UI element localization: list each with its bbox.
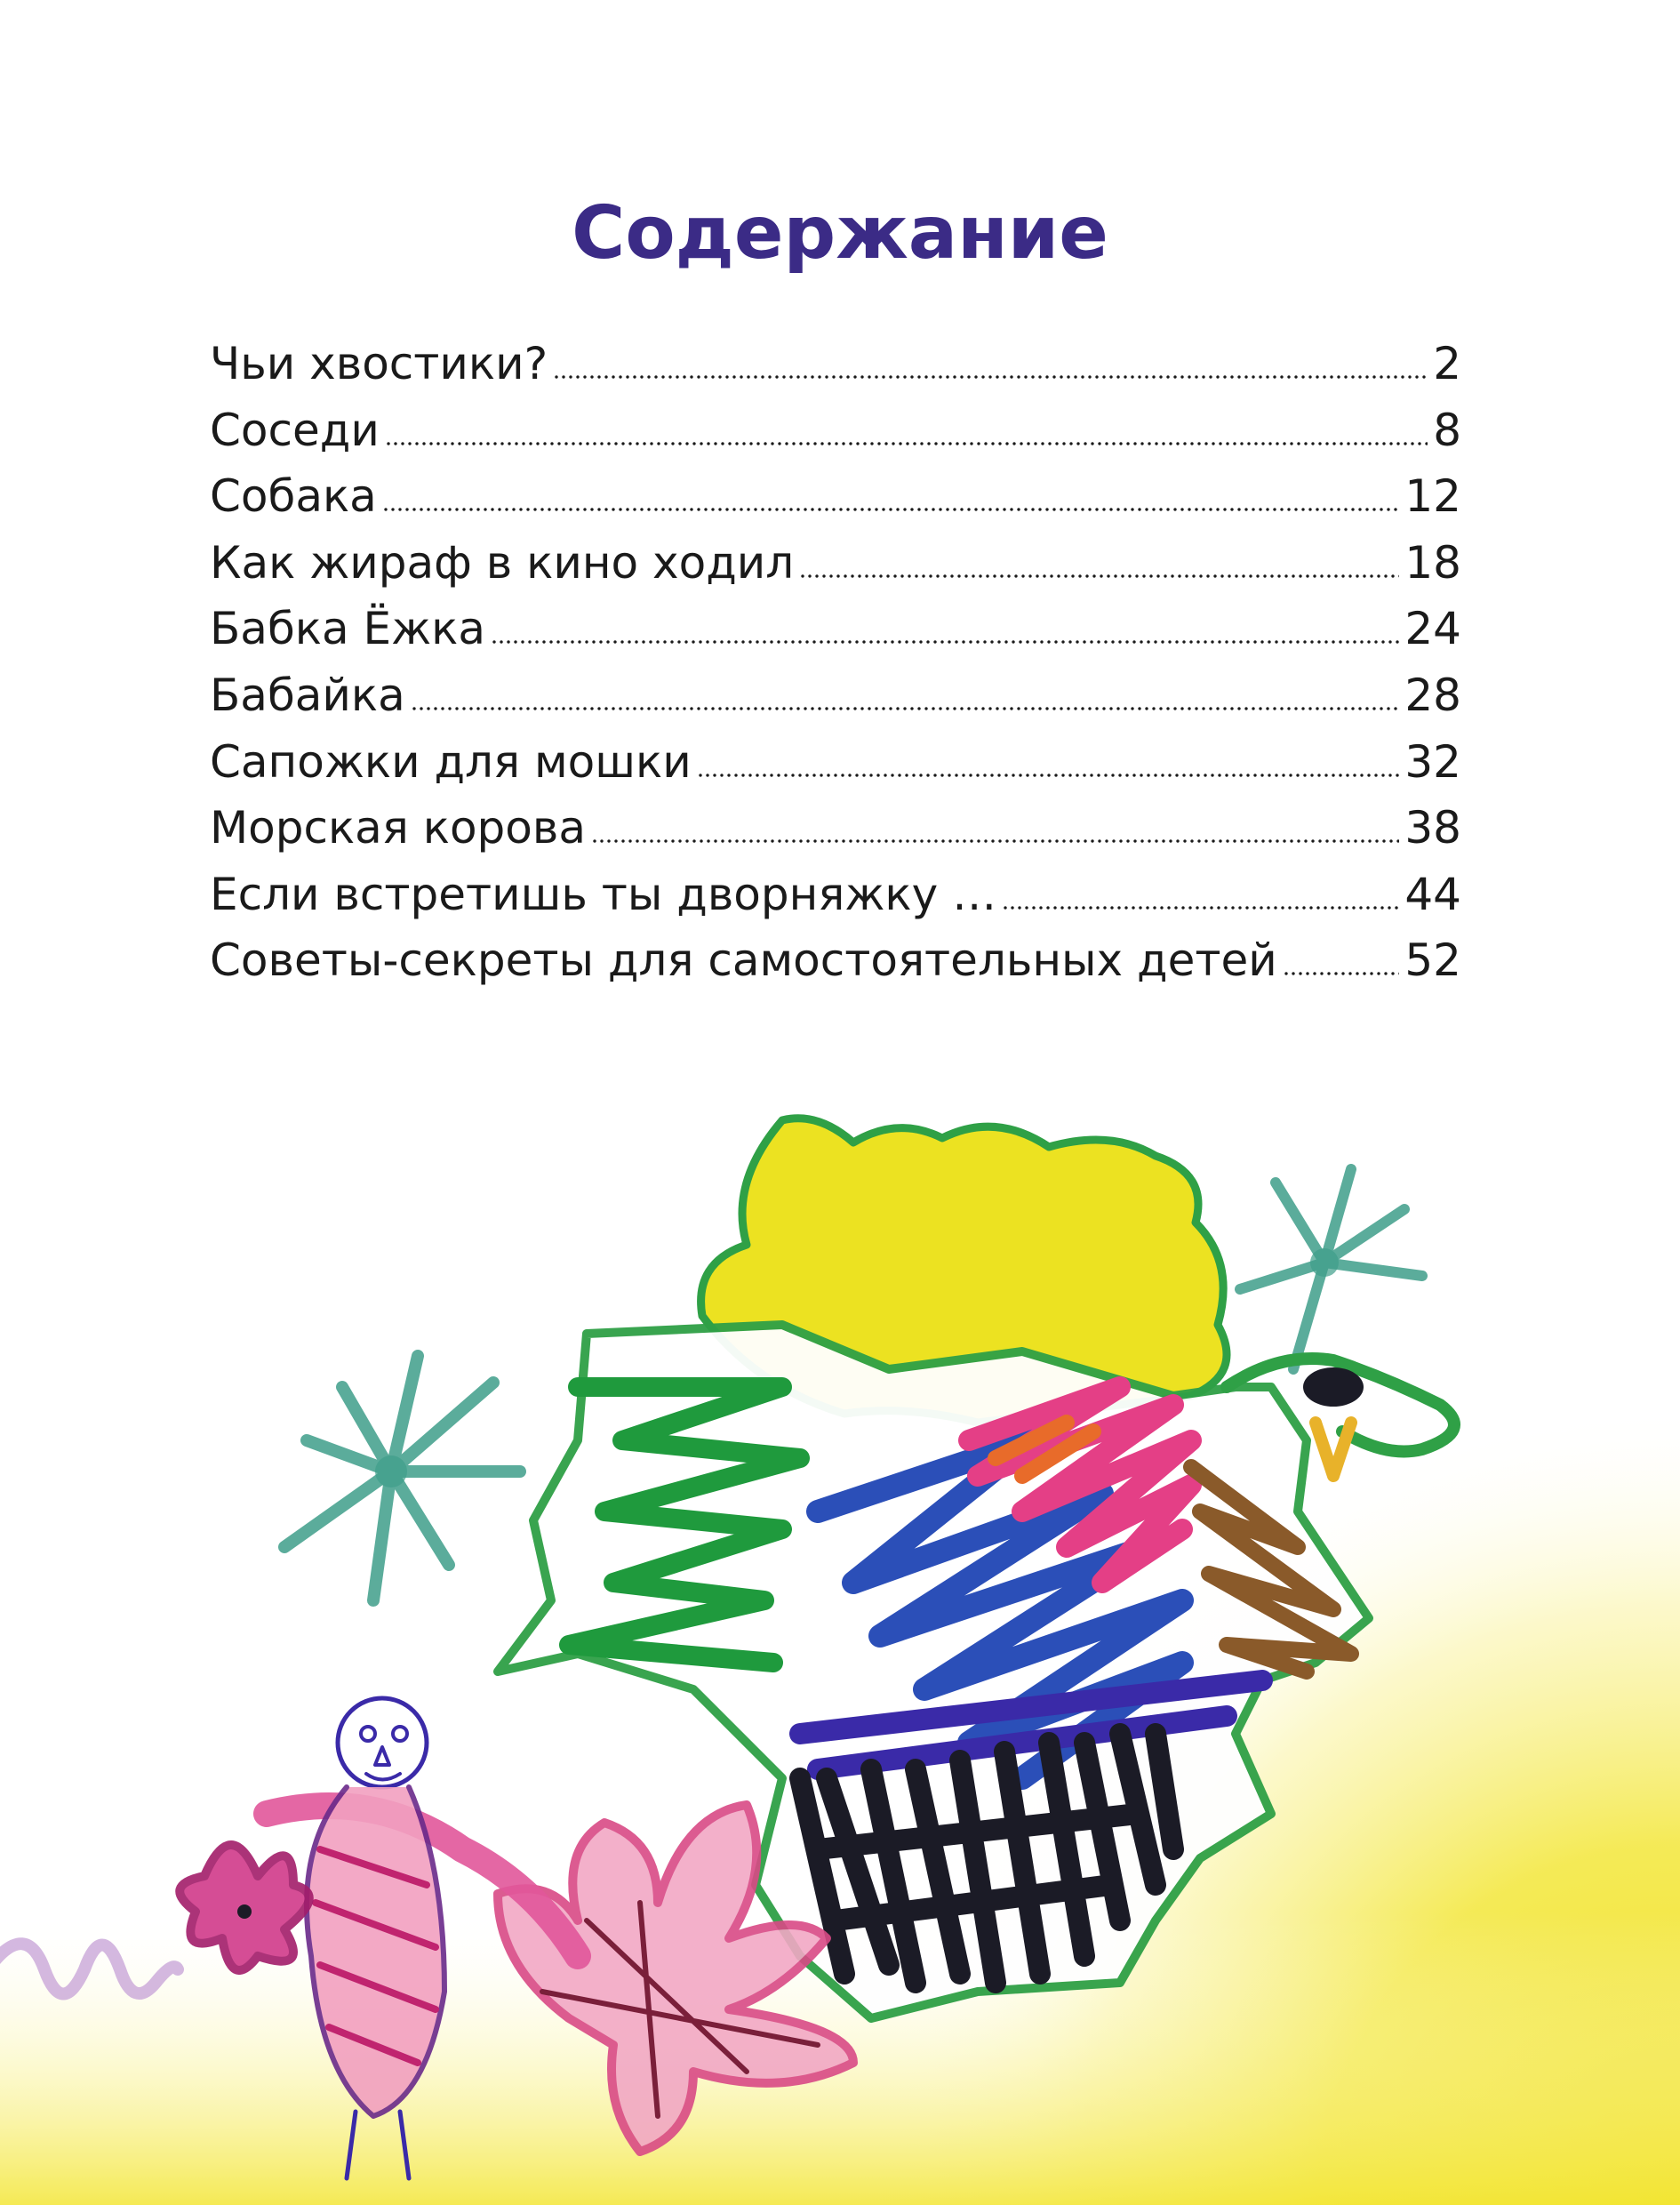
bird-beak [1316,1423,1351,1476]
toc-entry-page: 32 [1404,735,1461,788]
dot-leader [1002,906,1399,910]
toc-entry-title: Собака [210,470,377,523]
child-drawing-illustration [0,1049,1680,2205]
toc-entry-page: 28 [1404,669,1461,721]
dot-leader [382,508,1400,511]
dot-leader [411,707,1400,710]
toc-entry-title: Бабайка [210,669,405,721]
person-legs [347,2112,409,2178]
toc-entry-title: Если встретишь ты дворняжку … [210,868,997,920]
dot-leader [553,375,1428,379]
toc-entry-page: 8 [1433,404,1461,456]
dot-leader [1283,972,1400,975]
dot-leader [591,839,1399,843]
toc-entry-title: Сапожки для мошки [210,735,692,788]
toc-entry-page: 24 [1404,603,1461,655]
dot-leader [491,640,1399,644]
toc-entry-title: Советы-секреты для самостоятельных детей [210,934,1277,987]
toc-entry-page: 2 [1433,338,1461,389]
toc-entry [210,662,1461,729]
lilac-swirl [0,1944,178,1993]
toc-entry [210,862,1461,928]
toc-entry [210,397,1461,464]
toc-entry-title: Как жираф в кино ходил [210,536,795,589]
toc-entry [210,463,1461,530]
table-of-contents [210,331,1461,994]
toc-entry-title: Морская корова [210,802,586,854]
toc-entry-page: 18 [1404,536,1461,589]
toc-entry-title: Чьи хвостики? [210,338,548,389]
toc-entry-page: 44 [1404,868,1461,920]
dot-leader [799,574,1399,578]
person-body [307,1787,444,2116]
page-title: Содержание [572,191,1108,276]
toc-entry-page: 38 [1404,802,1461,854]
toc-entry [210,596,1461,662]
toc-entry-title: Бабка Ёжка [210,603,485,655]
dot-leader [697,774,1400,777]
dot-leader [385,442,1428,445]
toc-entry [210,729,1461,796]
toc-entry-page: 52 [1404,934,1461,987]
person-head [338,1698,427,1787]
toc-entry [210,795,1461,862]
toc-entry [210,331,1461,397]
toc-entry-page: 12 [1404,470,1461,523]
toc-entry-title: Соседи [210,404,380,456]
toc-entry [210,530,1461,597]
toc-entry [210,927,1461,994]
